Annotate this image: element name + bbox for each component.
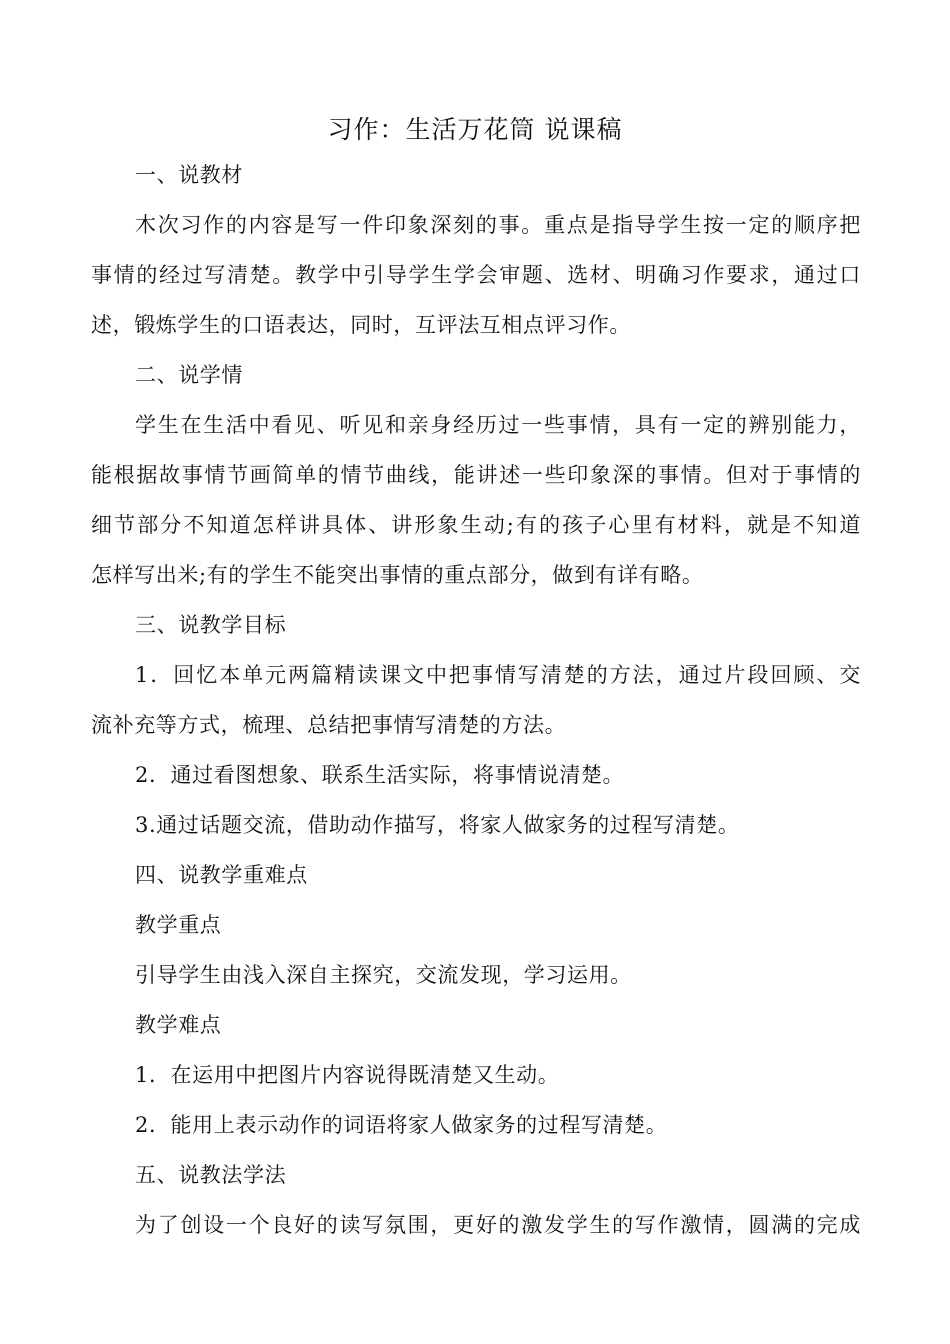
goal-item: 2．通过看图想象、联系生活实际，将事情说清楚。: [135, 763, 625, 787]
goal-item: 3.通过话题交流，借助动作描写，将家人做家务的过程写清楚。: [135, 813, 740, 837]
goal-item-continued: 流补充等方式，梳理、总结把事情写清楚的方法。: [91, 713, 567, 737]
paragraph-line: 细节部分不知道怎样讲具体、讲形象生动;有的孩子心里有材料，就是不知道: [91, 513, 861, 537]
difficulty-item: 1．在运用中把图片内容说得既清楚又生动。: [135, 1063, 560, 1087]
goal-item: 1．回忆本单元两篇精读课文中把事情写清楚的方法，通过片段回顾、交: [135, 663, 861, 687]
subheading-key-point: 教学重点: [135, 913, 222, 937]
paragraph-line: 事情的经过写清楚。教学中引导学生学会审题、选材、明确习作要求，通过口: [91, 263, 861, 287]
section-heading-students: 二、说学情: [135, 363, 243, 387]
section-heading-goals: 三、说教学目标: [135, 613, 287, 637]
document-title: 习作：生活万花筒 说课稿: [327, 115, 623, 144]
paragraph-line: 学生在生活中看见、听见和亲身经历过一些事情，具有一定的辨别能力，: [135, 413, 861, 437]
paragraph-line: 为了创设一个良好的读写氛围，更好的激发学生的写作激情，圆满的完成: [135, 1213, 861, 1237]
difficulty-item: 2．能用上表示动作的词语将家人做家务的过程写清楚。: [135, 1113, 668, 1137]
paragraph-line: 木次习作的内容是写一件印象深刻的事。重点是指导学生按一定的顺序把: [135, 213, 861, 237]
paragraph-line: 怎样写出米;有的学生不能突出事情的重点部分，做到有详有略。: [91, 563, 704, 587]
document-body: [91, 150, 861, 1250]
section-heading-textbook: 一、说教材: [135, 163, 243, 187]
paragraph-line: 述，锻炼学生的口语表达，同时，互评法互相点评习作。: [91, 313, 631, 337]
section-heading-methods: 五、说教法学法: [135, 1163, 287, 1187]
paragraph-line: 引导学生由浅入深自主探究，交流发现，学习运用。: [135, 963, 632, 987]
section-heading-key-points: 四、说教学重难点: [135, 863, 308, 887]
subheading-difficulty: 教学难点: [135, 1013, 222, 1037]
paragraph-line: 能根据故事情节画简单的情节曲线，能讲述一些印象深的事情。但对于事情的: [91, 463, 861, 487]
